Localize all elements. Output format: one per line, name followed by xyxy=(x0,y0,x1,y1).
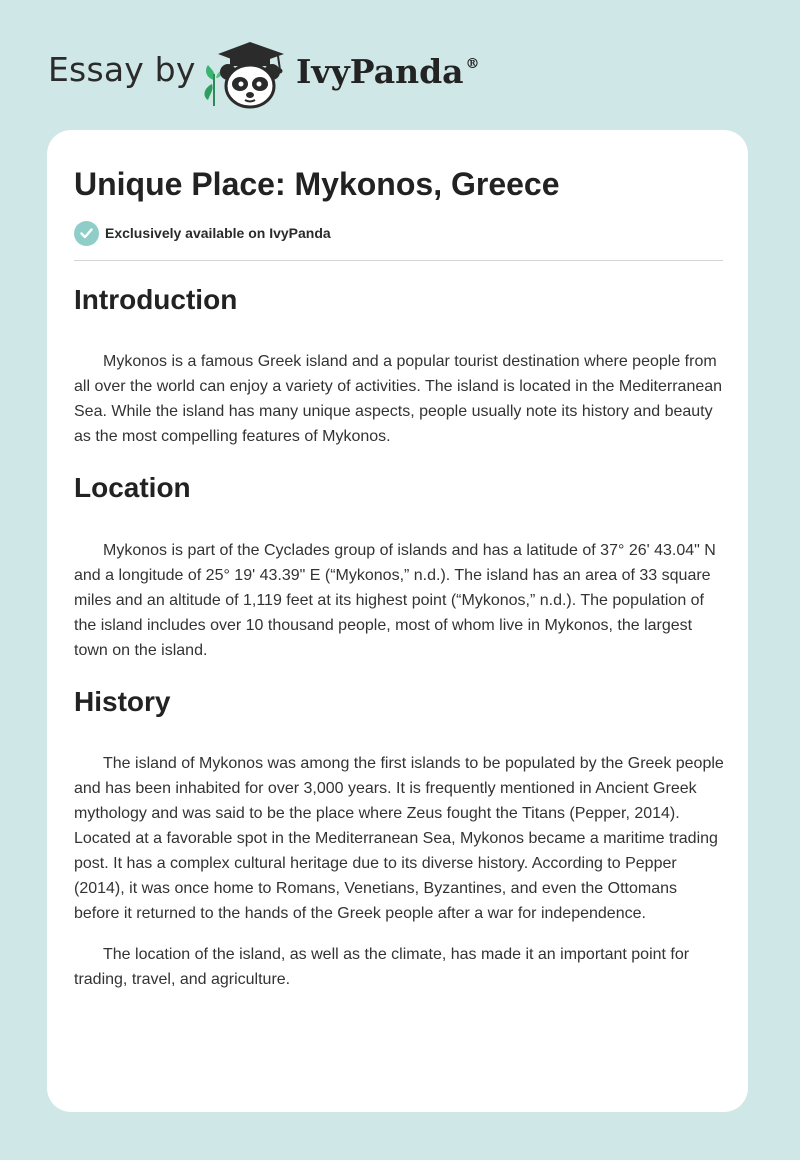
section-heading-history: History xyxy=(74,686,171,717)
section-heading-introduction: Introduction xyxy=(74,284,238,315)
exclusive-badge xyxy=(74,220,724,246)
paragraph-history-2: The location of the island, as well as the climate, has made it an important point for trading, travel, and agriculture. xyxy=(74,946,690,988)
article-card xyxy=(47,130,748,1112)
essay-by-label: Essay by xyxy=(48,50,196,89)
brand-name[interactable]: IvyPanda ® xyxy=(296,52,480,91)
site-header xyxy=(0,0,800,130)
registered-mark: ® xyxy=(465,56,480,72)
paragraph-history-1: The island of Mykonos was among the first islands to be populated by the Greek people and has been inhabited for over 3,000 years. It is frequently mentioned in Ancient Greek mythology and was said to be the place where Zeus fought the Titans (Pepper, 2014). Located at a favorable spot in the Mediterranean Sea, Mykonos became a maritime trading post. It has a complex cultural heritage due to its diverse history. According to Pepper (2014), it was once home to Romans, Venetians, Byzantines, and even the Ottomans before it returned to the hands of the Greek people after a war for independence. xyxy=(74,755,724,922)
article-content xyxy=(74,162,724,992)
panda-logo-icon[interactable] xyxy=(200,34,292,110)
divider xyxy=(74,260,723,261)
section-heading-location: Location xyxy=(74,472,191,503)
paragraph-introduction: Mykonos is a famous Greek island and a popular tourist destination where people from all over the world can enjoy a variety of activities. The island is located in the Mediterranean Sea. While the island has many unique aspects, people usually note its history and beauty as the most compelling features of Mykonos. xyxy=(74,353,723,445)
check-icon xyxy=(74,221,99,246)
page-title: Unique Place: Mykonos, Greece xyxy=(74,166,560,202)
paragraph-location: Mykonos is part of the Cyclades group of islands and has a latitude of 37° 26' 43.04" N and a longitude of 25° 19' 43.39" E (“Mykonos,” n.d.). The island has an area of 33 square miles and an altitude of 1,119 feet at its highest point (“Mykonos,” n.d.). The population of the island includes over 10 thousand people, most of whom live in Mykonos, the largest town on the island. xyxy=(74,542,716,659)
exclusive-badge-label: Exclusively available on IvyPanda xyxy=(105,225,331,241)
